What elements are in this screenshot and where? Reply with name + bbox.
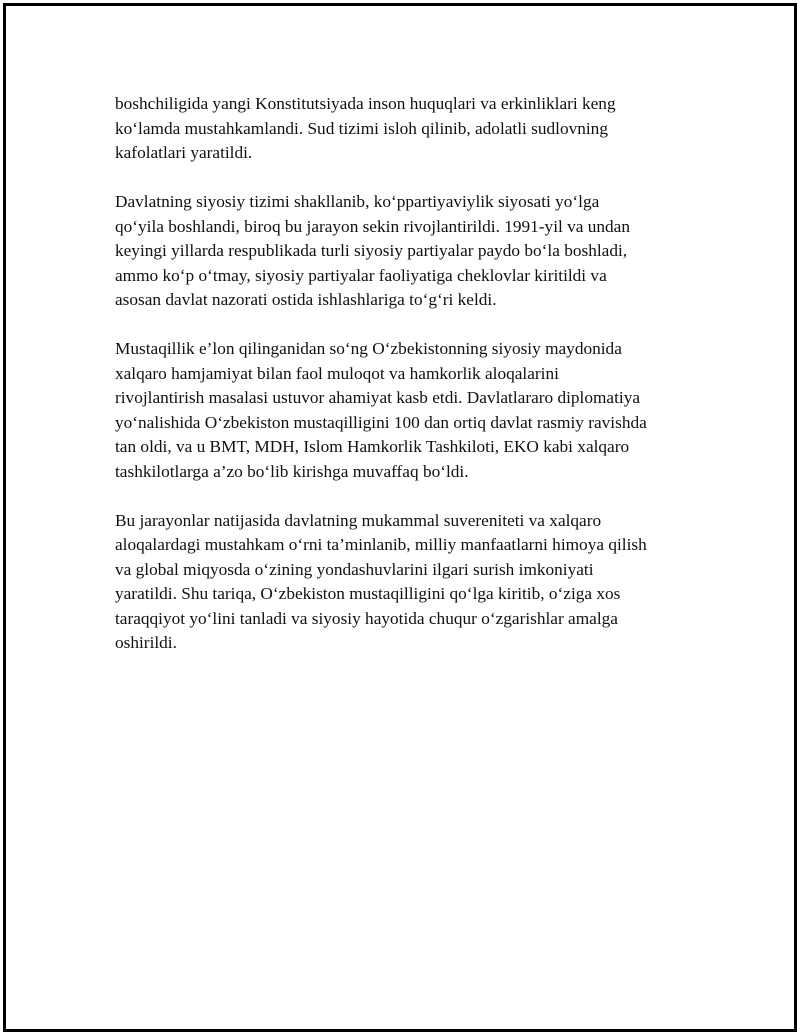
text-line: rivojlantirish masalasi ustuvor ahamiyat kasb etdi. Davlatlararo diplomatiya bbox=[115, 388, 641, 407]
text-line: ammo koʻp oʻtmay, siyosiy partiyalar faoliyatiga cheklovlar kiritildi va bbox=[115, 265, 607, 285]
paragraph-political-system bbox=[115, 190, 715, 313]
text-line: boshchiligida yangi Konstitutsiyada inson huquqlari va erkinliklari keng bbox=[115, 94, 616, 113]
text-line: oshirildi. bbox=[115, 633, 177, 652]
text-line: keyingi yillarda respublikada turli siyosiy partiyalar paydo boʻla boshladi, bbox=[115, 241, 628, 260]
text-line: taraqqiyot yoʻlini tanladi va siyosiy hayotida chuqur oʻzgarishlar amalga bbox=[115, 608, 618, 628]
text-line: tan oldi, va u BMT, MDH, Islom Hamkorlik Tashkiloti, EKO kabi xalqaro bbox=[115, 437, 630, 456]
text-line: tashkilotlarga a’zo boʻlib kirishga muvaffaq boʻldi. bbox=[115, 461, 469, 481]
text-line: yoʻnalishida Oʻzbekiston mustaqilligini 100 dan ortiq davlat rasmiy ravishda bbox=[115, 412, 647, 432]
text-line: xalqaro hamjamiyat bilan faol muloqot va hamkorlik aloqalarini bbox=[115, 363, 559, 383]
document-body bbox=[115, 92, 715, 680]
paragraph-conclusion bbox=[115, 509, 715, 656]
text-line: Mustaqillik e’lon qilinganidan soʻng Oʻzbekistonning siyosiy maydonida bbox=[115, 339, 622, 358]
text-line: va global miqyosda oʻzining yondashuvlarini ilgari surish imkoniyati bbox=[115, 559, 594, 579]
text-line: qoʻyila boshlandi, biroq bu jarayon sekin rivojlantirildi. 1991-yil va undan bbox=[115, 216, 630, 236]
paragraph-international-relations bbox=[115, 337, 715, 484]
paragraph-constitution bbox=[115, 92, 715, 166]
text-line: kafolatlari yaratildi. bbox=[115, 143, 253, 162]
text-line: Bu jarayonlar natijasida davlatning mukammal suvereniteti va xalqaro bbox=[115, 510, 602, 530]
text-line: Davlatning siyosiy tizimi shakllanib, koʻppartiyaviylik siyosati yoʻlga bbox=[115, 192, 600, 211]
text-line: asosan davlat nazorati ostida ishlashlariga toʻgʻri keldi. bbox=[115, 290, 497, 309]
text-line: yaratildi. Shu tariqa, Oʻzbekiston mustaqilligini qoʻlga kiritib, oʻziga xos bbox=[115, 584, 621, 603]
text-line: koʻlamda mustahkamlandi. Sud tizimi isloh qilinib, adolatli sudlovning bbox=[115, 118, 608, 138]
text-line: aloqalardagi mustahkam oʻrni ta’minlanib, milliy manfaatlarni himoya qilish bbox=[115, 535, 647, 554]
